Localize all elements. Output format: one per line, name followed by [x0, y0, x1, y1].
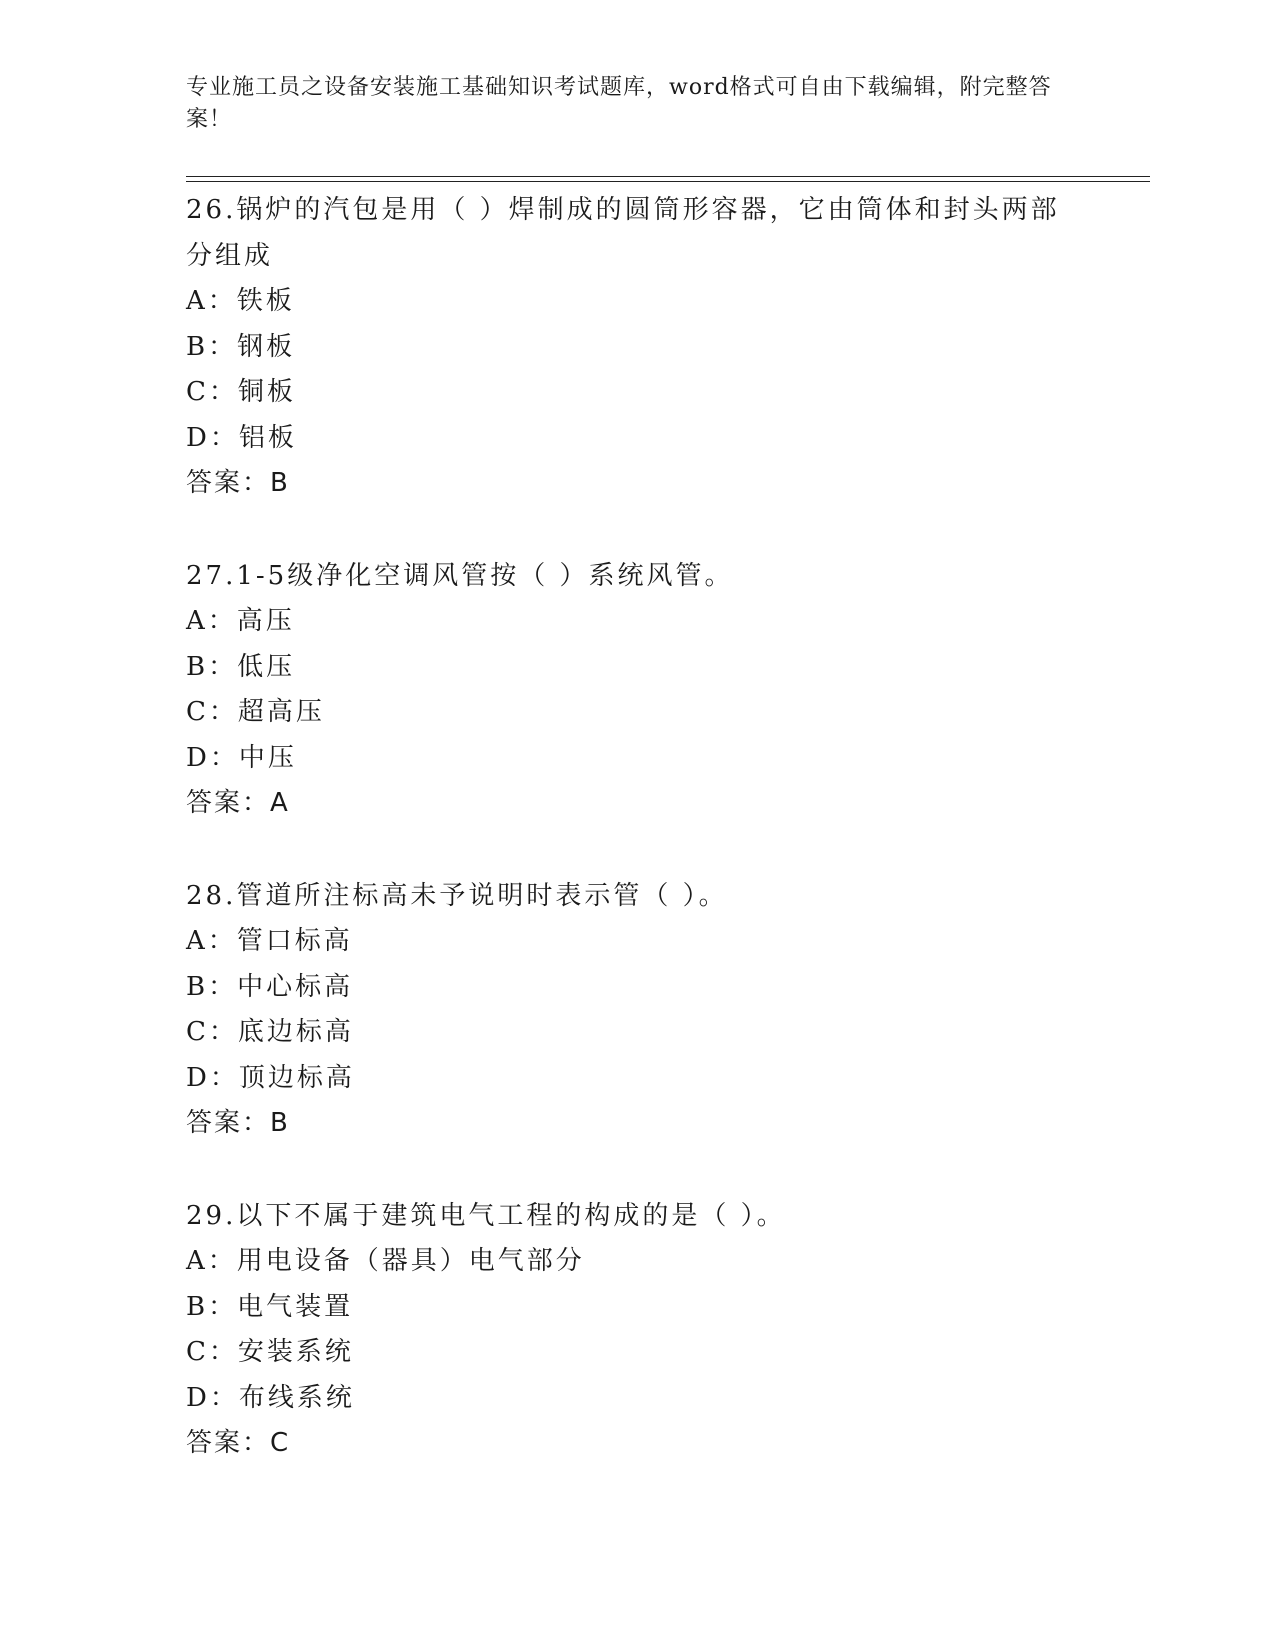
option-d: D：顶边标高 — [186, 1062, 355, 1093]
option-c: C：铜板 — [186, 377, 296, 407]
question-29 — [186, 1194, 1086, 1467]
option-a: A：用电设备（器具）电气部分 — [186, 1246, 585, 1276]
option-b: B：钢板 — [186, 331, 296, 362]
question-28 — [186, 874, 1086, 1147]
document-header: 专业施工员之设备安装施工基础知识考试题库，word格式可自由下载编辑，附完整答案！ — [186, 75, 1052, 132]
option-d: D：中压 — [186, 742, 297, 773]
option-a: A：管口标高 — [186, 926, 353, 956]
option-c: C：安装系统 — [186, 1337, 354, 1367]
question-list — [186, 188, 1086, 1514]
answer-line: 答案：C — [186, 1428, 291, 1458]
header-divider-bottom — [186, 181, 1150, 182]
question-26 — [186, 188, 1086, 507]
question-stem: 29.以下不属于建筑电气工程的构成的是（ ）。 — [186, 1200, 786, 1231]
option-c: C：超高压 — [186, 697, 325, 727]
option-b: B：电气装置 — [186, 1291, 354, 1322]
option-b: B：中心标高 — [186, 971, 354, 1002]
option-d: D：布线系统 — [186, 1382, 355, 1413]
answer-line: 答案：B — [186, 468, 290, 498]
option-d: D：铝板 — [186, 422, 297, 453]
question-stem: 26.锅炉的汽包是用（ ）焊制成的圆筒形容器，它由筒体和封头两部分组成 — [186, 195, 1060, 271]
answer-line: 答案：B — [186, 1108, 290, 1138]
option-b: B：低压 — [186, 651, 296, 682]
answer-line: 答案：A — [186, 788, 290, 818]
question-stem: 28.管道所注标高未予说明时表示管（ ）。 — [186, 880, 728, 911]
header-divider-top — [186, 176, 1150, 177]
option-a: A：铁板 — [186, 286, 295, 316]
option-c: C：底边标高 — [186, 1017, 354, 1047]
question-stem: 27.1-5级净化空调风管按（ ）系统风管。 — [186, 560, 734, 591]
question-27 — [186, 554, 1086, 827]
option-a: A：高压 — [186, 606, 295, 636]
